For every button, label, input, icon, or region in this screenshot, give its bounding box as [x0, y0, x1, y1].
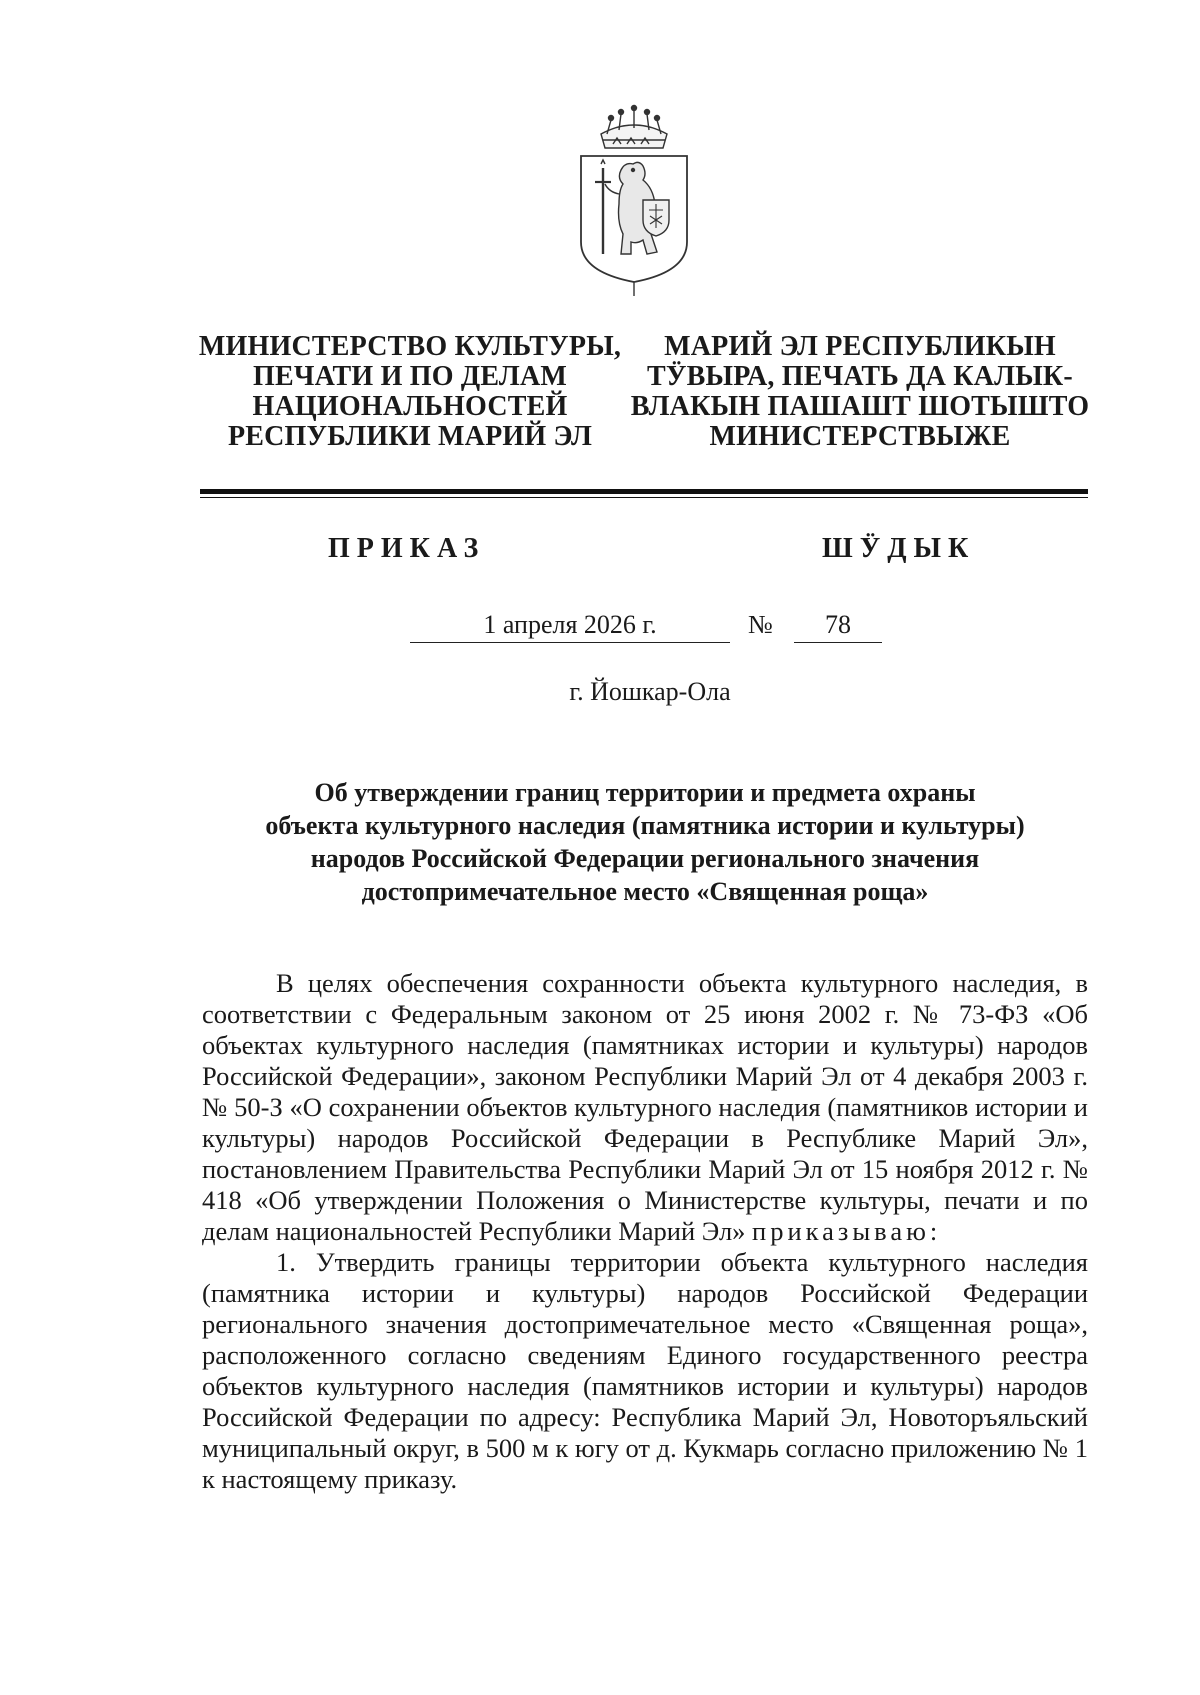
- order-date: 1 апреля 2026 г.: [410, 610, 730, 643]
- ministry-name-mari-line: ТӰВЫРА, ПЕЧАТЬ ДА КАЛЫК-: [647, 361, 1073, 392]
- header-divider-thick: [200, 489, 1088, 494]
- order-subject-line: Об утверждении границ территории и предмета охраны: [314, 778, 976, 807]
- order-word: приказываю:: [752, 1216, 942, 1246]
- preamble-text: В целях обеспечения сохранности объекта культурного наследия, в соответствии с Федеральным законом от 25 июня 2002 г. № 73-ФЗ «Об объектах культурного наследия (памятниках истории и культуры) народов Российской Федерации», законом Республики Марий Эл от 4 декабря 2003 г. № 50-З «О сохранении объектов культурного наследия (памятников истории и культуры) народов Российской Федерации в Республике Марий Эл», постановлением Правительства Республики Марий Эл от 15 ноября 2012 г. № 418 «Об утверждении Положения о Министерстве культуры, печати и по делам национальностей Республики Марий Эл»: [202, 968, 1088, 1246]
- item-1-paragraph: 1. Утвердить границы территории объекта культурного наследия (памятника истории и культуры) народов Российской Федерации регионального значения достопримечательное место «Священная роща», расположенного согласно сведениям Единого государственного реестра объектов культурного наследия (памятников истории и культуры) народов Российской Федерации по адресу: Республика Марий Эл, Новоторъяльский муниципальный округ, в 500 м к югу от д. Кукмарь согласно приложению № 1 к настоящему приказу.: [202, 1247, 1088, 1494]
- order-body: [202, 968, 1088, 1495]
- ministry-name-mari: [630, 332, 1090, 452]
- order-title-ru: ПРИКАЗ: [328, 533, 486, 564]
- order-date-line: [410, 610, 880, 650]
- ministry-name-ru: [190, 332, 630, 452]
- ministry-name-ru-line: ПЕЧАТИ И ПО ДЕЛАМ: [252, 361, 568, 392]
- ministry-name-mari-line: МАРИЙ ЭЛ РЕСПУБЛИКЫН: [664, 331, 1056, 362]
- ministry-name-mari-line: ВЛАКЫН ПАШАШТ ШОТЫШТО: [630, 391, 1090, 422]
- ministry-name-mari-line: МИНИСТЕРСТВЫЖЕ: [709, 421, 1011, 452]
- ministry-name-ru-line: МИНИСТЕРСТВО КУЛЬТУРЫ,: [198, 331, 622, 362]
- order-number: 78: [794, 610, 882, 643]
- order-subject-line: народов Российской Федерации регионального значения: [310, 844, 980, 873]
- order-subject-line: достопримечательное место «Священная роща»: [361, 877, 929, 906]
- ministry-name-ru-line: НАЦИОНАЛЬНОСТЕЙ: [252, 391, 568, 422]
- ministry-name-ru-line: РЕСПУБЛИКИ МАРИЙ ЭЛ: [227, 421, 593, 452]
- preamble-paragraph: [202, 968, 1088, 1247]
- number-sign: №: [748, 610, 773, 639]
- coat-of-arms-emblem: [573, 104, 695, 300]
- order-title-mari: ШӰДЫК: [822, 533, 976, 564]
- header-divider-thin: [200, 497, 1088, 498]
- order-city: г. Йошкар-Ола: [569, 677, 731, 706]
- order-subject-line: объекта культурного наследия (памятника истории и культуры): [265, 811, 1025, 840]
- order-subject: [200, 776, 1090, 908]
